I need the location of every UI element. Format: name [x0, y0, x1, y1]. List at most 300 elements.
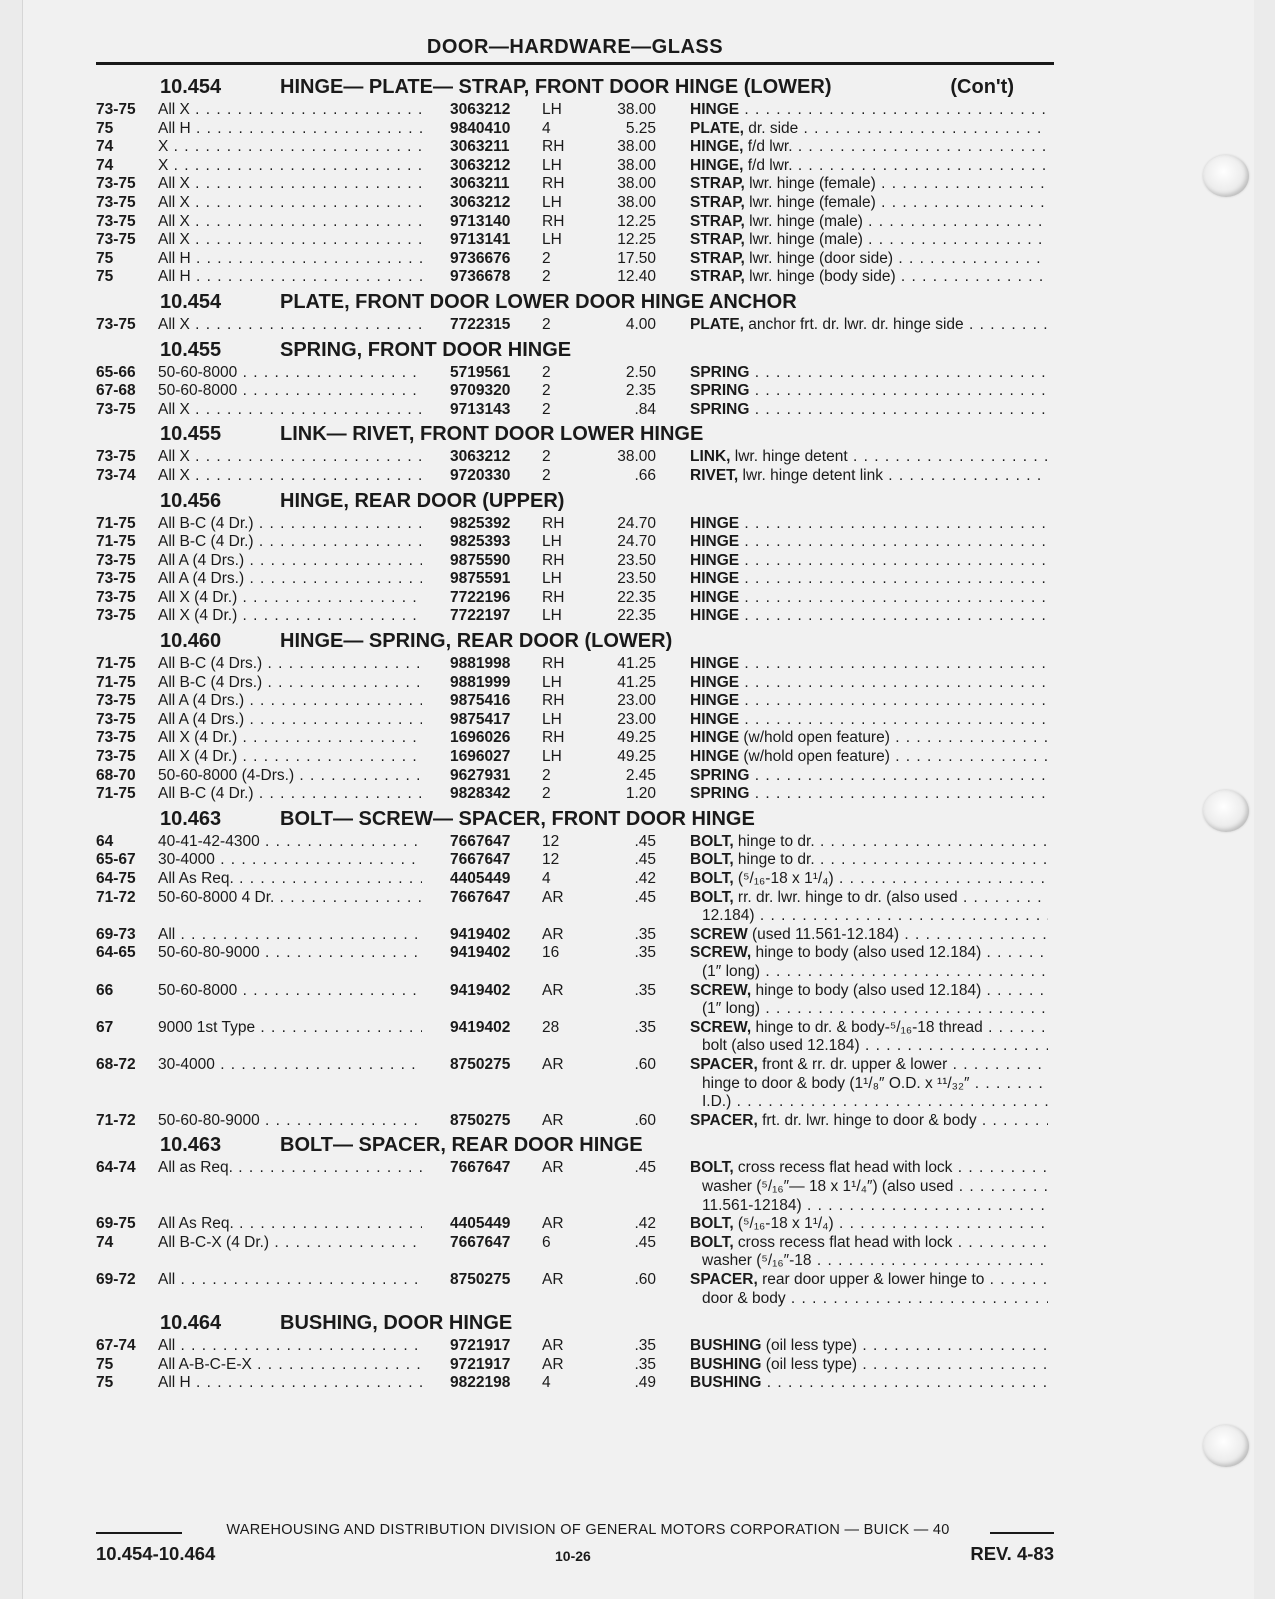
part-row	[96, 316, 1054, 335]
part-number: 9840410	[450, 119, 511, 137]
part-number: 3063212	[450, 193, 511, 211]
part-price: 12.25	[617, 231, 656, 249]
part-description	[690, 692, 1048, 711]
part-price: 12.25	[617, 212, 656, 230]
footer-rule-left	[96, 1532, 182, 1534]
description-item-name: BOLT,	[690, 832, 734, 850]
part-year: 73-75	[96, 570, 136, 588]
section-continued: (Con't)	[950, 76, 1014, 98]
section-title: LINK— RIVET, FRONT DOOR LOWER HINGE	[280, 423, 704, 446]
description-detail: lwr. hinge (body side)	[744, 268, 896, 286]
section-title: PLATE, FRONT DOOR LOWER DOOR HINGE ANCHOR	[280, 290, 797, 313]
description-item-name: SCREW	[690, 925, 748, 943]
part-price: .60	[634, 1111, 656, 1129]
part-year: 64	[96, 832, 114, 850]
part-quantity: RH	[542, 588, 565, 606]
part-price: .60	[634, 1055, 656, 1073]
part-price: .49	[634, 1374, 656, 1392]
description-detail: lwr. hinge (female)	[744, 175, 876, 193]
description-line	[690, 364, 1048, 383]
part-number: 5719561	[450, 363, 511, 381]
part-year: 71-75	[96, 673, 136, 691]
description-detail: cross recess flat head with lock	[733, 1159, 953, 1177]
description-line	[690, 467, 1048, 486]
part-price: .45	[634, 1159, 656, 1177]
part-price: .35	[634, 1355, 656, 1373]
part-row	[96, 138, 1054, 157]
part-year: 73-75	[96, 193, 136, 211]
description-line	[690, 692, 1048, 711]
description-item-name: HINGE	[690, 551, 740, 569]
part-row	[96, 748, 1054, 767]
part-year: 67-74	[96, 1337, 136, 1355]
description-line	[690, 748, 1048, 767]
description-item-name: BOLT,	[690, 1233, 734, 1251]
part-year: 73-75	[96, 212, 136, 230]
part-year: 73-75	[96, 729, 136, 747]
part-quantity: 6	[542, 1233, 551, 1251]
description-line	[690, 1197, 1048, 1216]
part-quantity: 2	[542, 400, 551, 418]
part-number: 3063211	[450, 175, 510, 193]
section-title: SPRING, FRONT DOOR HINGE	[280, 338, 572, 361]
description-detail: cross recess flat head with lock	[733, 1233, 953, 1251]
section-number: 10.455	[160, 338, 222, 361]
description-line	[690, 889, 1048, 908]
description-line	[690, 982, 1048, 1001]
part-quantity: LH	[542, 156, 562, 174]
part-year: 73-74	[96, 466, 136, 484]
part-year: 71-75	[96, 533, 136, 551]
section-number: 10.464	[160, 1312, 222, 1335]
description-item-name: SCREW,	[690, 944, 752, 962]
part-year: 68-72	[96, 1055, 136, 1073]
part-quantity: RH	[542, 655, 565, 673]
part-number: 9419402	[450, 1018, 511, 1036]
description-item-name: STRAP,	[690, 249, 745, 267]
description-item-name: SPACER,	[690, 1055, 758, 1073]
part-number: 9825393	[450, 533, 511, 551]
description-line	[690, 851, 1048, 870]
part-price: .42	[634, 1215, 656, 1233]
part-year: 67	[96, 1018, 114, 1036]
part-quantity: LH	[542, 231, 562, 249]
part-year: 64-75	[96, 870, 136, 887]
part-number: 9713143	[450, 400, 511, 418]
description-item-name: BOLT,	[690, 851, 734, 869]
description-detail: lwr. hinge (male)	[744, 231, 863, 249]
description-item-name: HINGE	[690, 673, 740, 691]
description-line	[690, 907, 1048, 926]
description-line	[690, 963, 1048, 982]
part-model: All X (4 Dr.) . . .	[158, 607, 422, 626]
description-line	[690, 175, 1048, 194]
part-number: 7667647	[450, 1159, 511, 1177]
section-number: 10.456	[160, 489, 222, 512]
part-model: All X (4 Dr.) . . .	[158, 729, 422, 748]
part-year: 68-70	[96, 766, 136, 784]
description-line	[690, 250, 1048, 269]
part-row	[96, 467, 1054, 486]
section-header	[96, 335, 1054, 364]
description-detail: front & rr. dr. upper & lower	[757, 1055, 948, 1073]
part-year: 64-74	[96, 1159, 136, 1177]
part-row	[96, 250, 1054, 269]
part-description	[690, 1019, 1048, 1056]
page-header-title: DOOR—HARDWARE—GLASS	[426, 36, 724, 58]
part-row	[96, 364, 1054, 383]
description-item-name: BOLT,	[690, 1159, 734, 1177]
part-row	[96, 157, 1054, 176]
description-line	[690, 552, 1048, 571]
part-number: 9419402	[450, 981, 511, 999]
description-detail: washer (⁵/₁₆″-18	[702, 1252, 812, 1270]
header-rule	[96, 62, 1054, 65]
description-line	[690, 1075, 1048, 1094]
section-header	[96, 626, 1054, 655]
part-description	[690, 194, 1048, 213]
part-year: 73-75	[96, 710, 136, 728]
part-row	[96, 1234, 1054, 1271]
part-description	[690, 175, 1048, 194]
part-quantity: 4	[542, 119, 551, 137]
part-quantity: RH	[542, 514, 565, 532]
description-detail: (1″ long)	[702, 1000, 761, 1018]
part-model: All B-C (4 Drs.) . . .	[158, 655, 422, 674]
part-row	[96, 1337, 1054, 1356]
part-model: 30-4000 . . .	[158, 851, 422, 870]
part-row	[96, 231, 1054, 250]
description-detail: I.D.)	[702, 1093, 732, 1111]
part-quantity: 2	[542, 315, 551, 333]
description-item-name: STRAP,	[690, 212, 745, 230]
description-detail: 11.561-12184)	[702, 1196, 802, 1214]
part-description	[690, 926, 1048, 945]
description-detail: (used 11.561-12.184)	[747, 925, 900, 943]
part-quantity: 2	[542, 766, 551, 784]
part-row	[96, 833, 1054, 852]
description-item-name: SPACER,	[690, 1111, 758, 1129]
part-row	[96, 1112, 1054, 1131]
part-quantity: RH	[542, 692, 565, 710]
part-description	[690, 1337, 1048, 1356]
description-detail: lwr. hinge detent	[730, 448, 848, 466]
part-quantity: LH	[542, 748, 562, 766]
description-line	[690, 589, 1048, 608]
part-model: All B-C (4 Dr.) . . .	[158, 533, 422, 552]
description-detail: (oil less type)	[761, 1355, 858, 1373]
description-detail: 12.184)	[702, 907, 755, 925]
description-line	[690, 231, 1048, 250]
footer-section-range: 10.454-10.464	[96, 1543, 216, 1564]
part-year: 73-75	[96, 551, 136, 569]
section-number: 10.454	[160, 290, 222, 313]
description-detail: lwr. hinge (female)	[744, 193, 876, 211]
part-price: .66	[634, 466, 656, 484]
part-year: 71-72	[96, 888, 136, 906]
part-description	[690, 748, 1048, 767]
part-description	[690, 101, 1048, 120]
description-item-name: HINGE	[690, 514, 740, 532]
part-year: 65-67	[96, 851, 136, 869]
part-row	[96, 1271, 1054, 1308]
part-price: .35	[634, 944, 656, 962]
part-row	[96, 448, 1054, 467]
description-item-name: SPRING	[690, 363, 750, 381]
part-description	[690, 268, 1048, 287]
description-item-name: HINGE	[690, 692, 740, 710]
section-title: HINGE, REAR DOOR (UPPER)	[280, 489, 565, 512]
description-line	[690, 157, 1048, 176]
part-price: .35	[634, 1018, 656, 1036]
part-quantity: RH	[542, 175, 565, 193]
part-model: All . . .	[158, 1337, 422, 1356]
part-quantity: AR	[542, 888, 564, 906]
part-row	[96, 692, 1054, 711]
description-line	[690, 833, 1048, 852]
part-price: .84	[634, 400, 656, 418]
description-item-name: SPRING	[690, 400, 750, 418]
part-price: .42	[634, 870, 656, 887]
part-price: 49.25	[617, 748, 656, 766]
part-model: All X . . .	[158, 401, 422, 420]
part-quantity: AR	[542, 1337, 564, 1355]
part-quantity: 4	[542, 870, 551, 887]
part-number: 7667647	[450, 851, 511, 869]
part-price: 38.00	[617, 175, 656, 193]
part-row	[96, 533, 1054, 552]
description-line	[690, 268, 1048, 287]
description-line	[690, 655, 1048, 674]
part-number: 4405449	[450, 1215, 511, 1233]
description-item-name: LINK,	[690, 448, 731, 466]
part-number: 9713140	[450, 212, 511, 230]
binder-hole-middle	[1203, 790, 1249, 832]
footer-division: WAREHOUSING AND DISTRIBUTION DIVISION OF GENERAL MOTORS CORPORATION — BUICK — 40	[226, 1522, 950, 1538]
part-price: 41.25	[617, 655, 656, 673]
part-quantity: LH	[542, 193, 562, 211]
part-price: .35	[634, 1337, 656, 1355]
description-line	[690, 570, 1048, 589]
part-quantity: 28	[542, 1018, 560, 1036]
part-price: 22.35	[617, 607, 656, 625]
description-line	[690, 944, 1048, 963]
section-title: BUSHING, DOOR HINGE	[280, 1312, 513, 1335]
description-line	[690, 316, 1048, 335]
part-row	[96, 101, 1054, 120]
part-year: 73-75	[96, 101, 136, 118]
description-line	[690, 1000, 1048, 1019]
part-description	[690, 401, 1048, 420]
part-number: 9881999	[450, 673, 511, 691]
part-quantity: AR	[542, 1215, 564, 1233]
part-description	[690, 1159, 1048, 1215]
description-item-name: HINGE	[690, 588, 740, 606]
part-price: 23.50	[617, 551, 656, 569]
part-price: 12.40	[617, 268, 656, 286]
part-year: 73-75	[96, 748, 136, 766]
part-row	[96, 767, 1054, 786]
part-price: 49.25	[617, 729, 656, 747]
part-number: 3063212	[450, 448, 511, 466]
part-model: 9000 1st Type . . .	[158, 1019, 422, 1038]
section-title: BOLT— SPACER, REAR DOOR HINGE	[280, 1134, 643, 1157]
description-detail: (⁵/₁₆-18 x 1¹/₄)	[733, 1215, 834, 1233]
part-price: 1.20	[625, 785, 656, 803]
part-model: All . . .	[158, 926, 422, 945]
part-model: 40-41-42-4300 . . .	[158, 833, 422, 852]
description-item-name: HINGE,	[690, 138, 744, 156]
part-row	[96, 655, 1054, 674]
part-price: 24.70	[617, 533, 656, 551]
part-quantity: LH	[542, 673, 562, 691]
part-row	[96, 870, 1054, 889]
part-description	[690, 851, 1048, 870]
description-item-name: HINGE	[690, 607, 740, 625]
part-description	[690, 1374, 1048, 1393]
part-model: All X . . .	[158, 316, 422, 335]
part-price: .45	[634, 851, 656, 869]
part-price: .45	[634, 888, 656, 906]
description-item-name: RIVET,	[690, 466, 739, 484]
part-model: All A-B-C-E-X . . .	[158, 1356, 422, 1375]
part-year: 75	[96, 119, 114, 137]
section-number: 10.454	[160, 76, 222, 98]
part-model: All B-C (4 Drs.) . . .	[158, 674, 422, 693]
description-line	[690, 382, 1048, 401]
part-year: 73-75	[96, 588, 136, 606]
part-model: X . . .	[158, 157, 422, 176]
part-description	[690, 982, 1048, 1019]
part-number: 9875417	[450, 710, 511, 728]
part-number: 7722196	[450, 588, 511, 606]
part-quantity: 2	[542, 785, 551, 803]
part-number: 9881998	[450, 655, 511, 673]
part-number: 1696026	[450, 729, 511, 747]
part-model: All X . . .	[158, 467, 422, 486]
part-number: 3063212	[450, 101, 511, 118]
part-quantity: LH	[542, 607, 562, 625]
description-detail: rr. dr. lwr. hinge to dr. (also used	[733, 888, 958, 906]
description-detail: frt. dr. lwr. hinge to door & body	[757, 1111, 977, 1129]
description-item-name: STRAP,	[690, 193, 745, 211]
part-year: 74	[96, 1233, 114, 1251]
part-row	[96, 1215, 1054, 1234]
part-model: 50-60-80-9000 . . .	[158, 1112, 422, 1131]
part-price: 17.50	[617, 249, 656, 267]
parts-listing	[96, 72, 1054, 1393]
part-number: 7667647	[450, 888, 511, 906]
description-line	[690, 194, 1048, 213]
section-number: 10.460	[160, 630, 222, 653]
description-line	[690, 138, 1048, 157]
section-title: HINGE— SPRING, REAR DOOR (LOWER)	[280, 630, 673, 653]
part-description	[690, 1056, 1048, 1112]
part-quantity: 2	[542, 466, 551, 484]
part-year: 71-75	[96, 785, 136, 803]
part-number: 9736678	[450, 268, 511, 286]
part-year: 71-75	[96, 655, 136, 673]
part-description	[690, 1112, 1048, 1131]
description-line	[690, 1234, 1048, 1253]
description-item-name: PLATE,	[690, 119, 744, 137]
part-row	[96, 1056, 1054, 1112]
part-quantity: LH	[542, 710, 562, 728]
description-line	[690, 767, 1048, 786]
part-number: 3063211	[450, 138, 510, 156]
part-quantity: AR	[542, 1159, 564, 1177]
description-detail: lwr. hinge detent link	[738, 466, 883, 484]
part-price: .60	[634, 1270, 656, 1288]
part-model: All X . . .	[158, 175, 422, 194]
section-header	[96, 72, 1054, 101]
part-model: All H . . .	[158, 120, 422, 139]
part-description	[690, 729, 1048, 748]
part-number: 9828342	[450, 785, 511, 803]
part-year: 73-75	[96, 400, 136, 418]
part-row	[96, 120, 1054, 139]
description-detail: (⁵/₁₆-18 x 1¹/₄)	[733, 870, 834, 887]
part-description	[690, 316, 1048, 335]
part-description	[690, 655, 1048, 674]
part-description	[690, 889, 1048, 926]
description-line	[690, 401, 1048, 420]
part-model: All As Req. . . .	[158, 1215, 422, 1234]
part-model: 50-60-8000 4 Dr. . . .	[158, 889, 422, 908]
part-description	[690, 231, 1048, 250]
description-detail: hinge to dr.	[733, 832, 815, 850]
description-item-name: SPRING	[690, 382, 750, 400]
part-row	[96, 607, 1054, 626]
part-row	[96, 1019, 1054, 1056]
part-quantity: 2	[542, 249, 551, 267]
description-line	[690, 1093, 1048, 1112]
part-quantity: RH	[542, 138, 565, 156]
part-number: 7667647	[450, 832, 511, 850]
part-description	[690, 674, 1048, 693]
part-quantity: 12	[542, 851, 560, 869]
description-line	[690, 1374, 1048, 1393]
description-item-name: HINGE	[690, 748, 740, 766]
part-number: 9825392	[450, 514, 511, 532]
part-model: All H . . .	[158, 250, 422, 269]
part-price: 2.45	[625, 766, 656, 784]
description-item-name: HINGE,	[690, 156, 744, 174]
part-description	[690, 533, 1048, 552]
part-year: 71-75	[96, 514, 136, 532]
part-model: All A (4 Drs.) . . .	[158, 570, 422, 589]
part-quantity: 2	[542, 382, 551, 400]
description-item-name: BUSHING	[690, 1337, 762, 1355]
part-price: 41.25	[617, 673, 656, 691]
part-row	[96, 570, 1054, 589]
part-description	[690, 138, 1048, 157]
part-description	[690, 157, 1048, 176]
part-model: All B-C (4 Dr.) . . .	[158, 785, 422, 804]
part-price: 38.00	[617, 448, 656, 466]
part-description	[690, 607, 1048, 626]
part-model: 50-60-8000 . . .	[158, 382, 422, 401]
description-item-name: SCREW,	[690, 1018, 752, 1036]
part-row	[96, 589, 1054, 608]
description-item-name: HINGE	[690, 710, 740, 728]
part-description	[690, 1234, 1048, 1271]
description-line	[690, 1215, 1048, 1234]
part-model: All X (4 Dr.) . . .	[158, 748, 422, 767]
description-item-name: SPACER,	[690, 1270, 758, 1288]
description-item-name: HINGE	[690, 533, 740, 551]
part-price: 2.50	[625, 363, 656, 381]
